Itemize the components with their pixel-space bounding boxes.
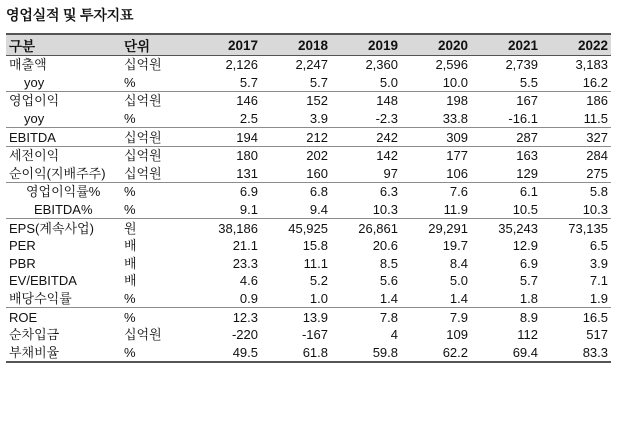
cell-value: 5.5: [519, 74, 538, 90]
cell-value: 284: [541, 146, 611, 164]
financial-table: [6, 33, 611, 363]
cell-value: 10.3: [582, 202, 608, 218]
cell-value: 142: [331, 146, 401, 164]
cell-value: 194: [191, 128, 261, 147]
cell-value: 6.1: [471, 183, 541, 201]
cell-value: 33.8: [442, 111, 468, 127]
cell-value: 16.5: [541, 308, 611, 326]
row-label: 부채비율: [6, 344, 121, 363]
cell-value: 97: [383, 165, 398, 181]
cell-value: 8.4: [449, 255, 468, 271]
cell-value: 5.0: [379, 74, 398, 90]
cell-value: 180: [191, 146, 261, 164]
cell-value: 1.0: [309, 291, 328, 307]
row-label: EBITDA: [6, 128, 121, 147]
cell-value: -220: [231, 327, 258, 343]
cell-value: 5.7: [519, 273, 538, 289]
cell-value: 35,243: [471, 219, 541, 237]
cell-value: 59.8: [331, 344, 401, 363]
table-row: [6, 255, 611, 273]
header-unit: 단위: [121, 34, 191, 56]
cell-value: 242: [331, 128, 401, 147]
cell-value: 4: [390, 327, 398, 343]
cell-value: 2,247: [295, 57, 328, 73]
cell-value: 10.5: [512, 202, 538, 218]
cell-value: 2,126: [225, 57, 258, 73]
cell-value: 5.2: [309, 273, 328, 289]
cell-value: 1.4: [379, 291, 398, 307]
header-label: 구분: [6, 34, 121, 56]
cell-value: 83.3: [541, 344, 611, 363]
table-row: [6, 326, 611, 344]
cell-value: 8.9: [471, 308, 541, 326]
header-year: 2020: [401, 34, 471, 56]
row-unit: 배: [124, 255, 137, 271]
cell-value: 11.9: [443, 202, 468, 218]
cell-value: 9.4: [309, 202, 328, 218]
row-unit: %: [121, 344, 191, 363]
row-label: ROE: [6, 308, 121, 326]
row-label: 세전이익: [6, 146, 121, 164]
cell-value: 2,360: [365, 57, 398, 73]
header-row: [6, 34, 611, 56]
cell-value: 61.8: [261, 344, 331, 363]
cell-value: 16.2: [582, 74, 608, 90]
row-unit: %: [124, 111, 136, 127]
cell-value: 163: [471, 146, 541, 164]
table-row: [6, 56, 611, 74]
row-label: 영업이익률%: [6, 183, 121, 201]
header-year: 2017: [191, 34, 261, 56]
row-label: EV/EBITDA: [9, 273, 77, 289]
row-label: 배당수익률: [9, 291, 72, 307]
cell-value: 62.2: [401, 344, 471, 363]
cell-value: 106: [446, 165, 468, 181]
row-unit: 원: [121, 219, 191, 237]
cell-value: 112: [517, 327, 538, 343]
header-year: 2019: [331, 34, 401, 56]
cell-value: 23.3: [232, 255, 258, 271]
cell-value: 20.6: [372, 238, 398, 254]
cell-value: 0.9: [239, 291, 258, 307]
table-row: [6, 308, 611, 326]
cell-value: 7.1: [589, 273, 608, 289]
cell-value: 309: [401, 128, 471, 147]
cell-value: 3,183: [575, 57, 608, 73]
row-unit: 십억원: [124, 327, 162, 343]
cell-value: 6.9: [519, 255, 538, 271]
row-unit: 배: [124, 238, 137, 254]
table-row: [6, 237, 611, 255]
cell-value: 69.4: [471, 344, 541, 363]
table-row: [6, 92, 611, 110]
cell-value: 29,291: [401, 219, 471, 237]
cell-value: 287: [471, 128, 541, 147]
row-label: yoy: [24, 74, 45, 90]
cell-value: 7.9: [401, 308, 471, 326]
cell-value: 5.6: [379, 273, 398, 289]
cell-value: 6.9: [191, 183, 261, 201]
header-year: 2018: [261, 34, 331, 56]
cell-value: 73,135: [541, 219, 611, 237]
cell-value: 202: [261, 146, 331, 164]
table-row: [6, 219, 611, 237]
cell-value: 15.8: [302, 238, 328, 254]
cell-value: 1.9: [589, 291, 608, 307]
cell-value: 4.6: [239, 273, 258, 289]
cell-value: 26,861: [331, 219, 401, 237]
cell-value: 2,596: [435, 57, 468, 73]
cell-value: 11.1: [303, 255, 328, 271]
cell-value: 45,925: [261, 219, 331, 237]
cell-value: -167: [301, 327, 328, 343]
row-label: yoy: [24, 111, 45, 127]
cell-value: 129: [516, 165, 538, 181]
row-label: PER: [9, 238, 36, 254]
table-row: [6, 110, 611, 128]
cell-value: 198: [401, 92, 471, 110]
table-row: [6, 183, 611, 201]
table-row: [6, 290, 611, 308]
table-row: [6, 165, 611, 183]
row-label: EPS(계속사업): [6, 219, 121, 237]
cell-value: 21.1: [232, 238, 258, 254]
cell-value: 19.7: [442, 238, 468, 254]
table-row: [6, 74, 611, 92]
cell-value: 148: [331, 92, 401, 110]
cell-value: 146: [191, 92, 261, 110]
cell-value: 6.5: [589, 238, 608, 254]
row-unit: %: [124, 74, 136, 90]
cell-value: 2.5: [239, 111, 258, 127]
row-label: 순차입금: [9, 327, 60, 343]
table-row: [6, 128, 611, 147]
cell-value: 327: [541, 128, 611, 147]
cell-value: 109: [446, 327, 468, 343]
cell-value: 6.8: [261, 183, 331, 201]
row-unit: %: [121, 183, 191, 201]
row-unit: %: [124, 291, 136, 307]
row-unit: 배: [124, 273, 137, 289]
cell-value: 152: [261, 92, 331, 110]
cell-value: 131: [236, 165, 258, 181]
cell-value: 517: [586, 327, 608, 343]
cell-value: -2.3: [375, 111, 398, 127]
row-unit: 십억원: [124, 165, 162, 181]
cell-value: 7.8: [331, 308, 401, 326]
cell-value: 3.9: [589, 255, 608, 271]
cell-value: 3.9: [309, 111, 328, 127]
cell-value: 38,186: [191, 219, 261, 237]
row-unit: %: [124, 202, 136, 218]
cell-value: 10.0: [442, 74, 468, 90]
table-row: [6, 272, 611, 290]
cell-value: 212: [261, 128, 331, 147]
report-title: 영업실적 및 투자지표: [6, 7, 134, 23]
row-label: 순이익(지배주주): [9, 165, 106, 181]
cell-value: 177: [401, 146, 471, 164]
cell-value: 167: [471, 92, 541, 110]
cell-value: -16.1: [508, 111, 538, 127]
row-unit: 십억원: [124, 57, 162, 73]
cell-value: 11.5: [583, 111, 608, 127]
row-label: 영업이익: [6, 92, 121, 110]
header-year: 2022: [541, 34, 611, 56]
row-label: 매출액: [9, 57, 47, 73]
cell-value: 160: [306, 165, 328, 181]
table-row: [6, 201, 611, 219]
cell-value: 186: [541, 92, 611, 110]
cell-value: 5.7: [239, 74, 258, 90]
row-label: PBR: [9, 255, 36, 271]
cell-value: 10.3: [372, 202, 398, 218]
row-unit: 십억원: [121, 146, 191, 164]
cell-value: 8.5: [379, 255, 398, 271]
cell-value: 7.6: [401, 183, 471, 201]
cell-value: 12.9: [512, 238, 538, 254]
cell-value: 6.3: [331, 183, 401, 201]
cell-value: 49.5: [191, 344, 261, 363]
cell-value: 9.1: [239, 202, 258, 218]
cell-value: 275: [586, 165, 608, 181]
cell-value: 5.0: [449, 273, 468, 289]
cell-value: 1.4: [449, 291, 468, 307]
table-row: [6, 146, 611, 164]
cell-value: 13.9: [261, 308, 331, 326]
table-row: [6, 344, 611, 363]
cell-value: 12.3: [191, 308, 261, 326]
row-unit: 십억원: [121, 128, 191, 147]
header-year: 2021: [471, 34, 541, 56]
cell-value: 5.7: [309, 74, 328, 90]
row-unit: 십억원: [121, 92, 191, 110]
cell-value: 5.8: [541, 183, 611, 201]
row-label: EBITDA%: [34, 202, 93, 218]
cell-value: 2,739: [505, 57, 538, 73]
cell-value: 1.8: [519, 291, 538, 307]
row-unit: %: [121, 308, 191, 326]
